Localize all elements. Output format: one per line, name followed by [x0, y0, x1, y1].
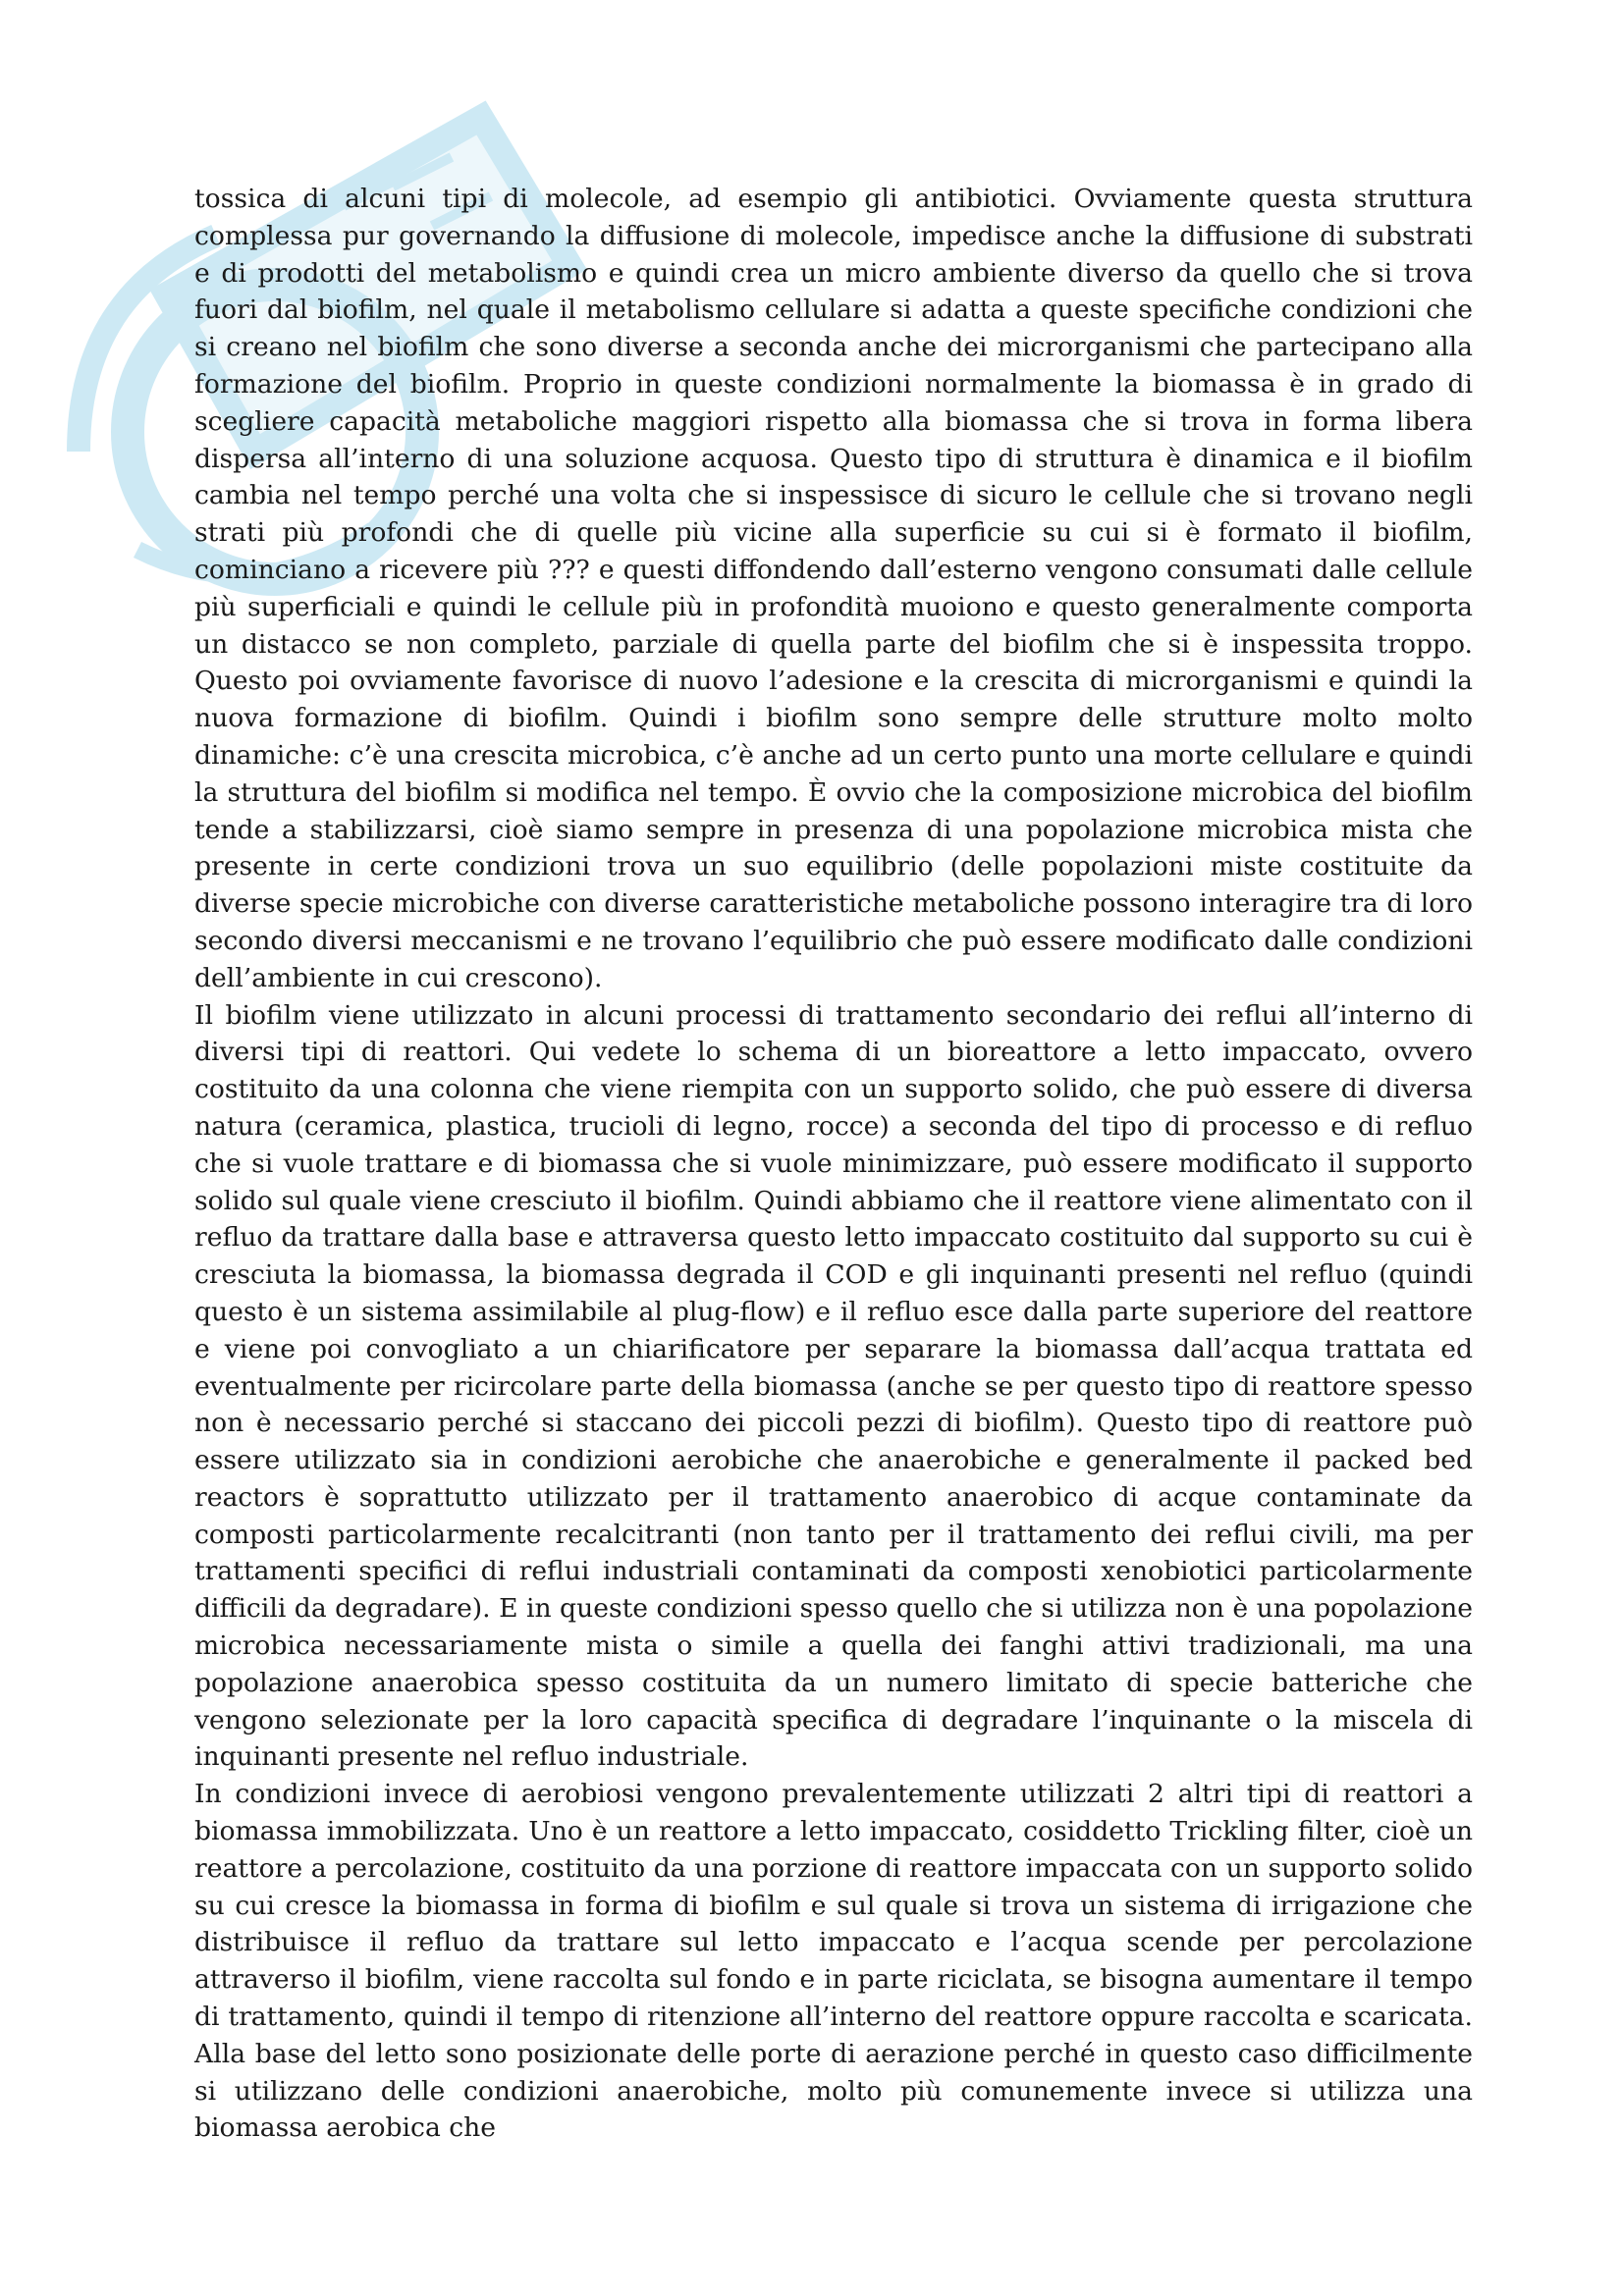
paragraph-2: Il biofilm viene utilizzato in alcuni processi di trattamento secondario dei reflui all’interno di diversi tipi di reattori. Qui vedete lo schema di un bioreattore a letto impaccato, ovvero costituito da una colonna che viene riempita con un supporto solido, che può essere di diversa natura (ceramica, plastica, trucioli di legno, rocce) a seconda del tipo di processo e di refluo che si vuole trattare e di biomassa che si vuole minimizzare, può essere modificato il supporto solido sul quale viene cresciuto il biofilm. Quindi abbiamo che il reattore viene alimentato con il refluo da trattare dalla base e attraversa questo letto impaccato costituito dal supporto su cui è cresciuta la biomassa, la biomassa degrada il COD e gli inquinanti presenti nel refluo (quindi questo è un sistema assimilabile al plug-flow) e il refluo esce dalla parte superiore del reattore e viene poi convogliato a un chiarificatore per separare la biomassa dall’acqua trattata ed eventualmente per ricircolare parte della biomassa (anche se per questo tipo di reattore spesso non è necessario perché si staccano dei piccoli pezzi di biofilm). Questo tipo di reattore può essere utilizzato sia in condizioni aerobiche che anaerobiche e generalmente il packed bed reactors è soprattutto utilizzato per il trattamento anaerobico di acque contaminate da composti particolarmente recalcitranti (non tanto per il trattamento dei reflui civili, ma per trattamenti specifici di reflui industriali contaminati da composti xenobiotici particolarmente difficili da degradare). E in queste condizioni spesso quello che si utilizza non è una popolazione microbica necessariamente mista o simile a quella dei fanghi attivi tradizionali, ma una popolazione anaerobica spesso costituita da un numero limitato di specie batteriche che vengono selezionate per la loro capacità specifica di degradare l’inquinante o la miscela di inquinanti presente nel refluo industriale. [194, 999, 1473, 1773]
paragraph-1: tossica di alcuni tipi di molecole, ad esempio gli antibiotici. Ovviamente questa struttura complessa pur governando la diffusione di molecole, impedisce anche la diffusione di substrati e di prodotti del metabolismo e quindi crea un micro ambiente diverso da quello che si trova fuori dal biofilm, nel quale il metabolismo cellulare si adatta a queste specifiche condizioni che si creano nel biofilm che sono diverse a seconda anche dei microrganismi che partecipano alla formazione del biofilm. Proprio in queste condizioni normalmente la biomassa è in grado di scegliere capacità metaboliche maggiori rispetto alla biomassa che si trova in forma libera dispersa all’interno di una soluzione acquosa. Questo tipo di struttura è dinamica e il biofilm cambia nel tempo perché una volta che si inspessisce di sicuro le cellule che si trovano negli strati più profondi che di quelle più vicine alla superficie su cui si è formato il biofilm, cominciano a ricevere più ??? e questi diffondendo dall’esterno vengono consumati dalle cellule più superficiali e quindi le cellule più in profondità muoiono e questo generalmente comporta un distacco se non completo, parziale di quella parte del biofilm che si è inspessita troppo. Questo poi ovviamente favorisce di nuovo l’adesione e la crescita di microrganismi e quindi la nuova formazione di biofilm. Quindi i biofilm sono sempre delle strutture molto molto dinamiche: c’è una crescita microbica, c’è anche ad un certo punto una morte cellulare e quindi la struttura del biofilm si modifica nel tempo. È ovvio che la composizione microbica del biofilm tende a stabilizzarsi, cioè siamo sempre in presenza di una popolazione microbica mista che presente in certe condizioni trova un suo equilibrio (delle popolazioni miste costituite da diverse specie microbiche con diverse caratteristiche metaboliche possono interagire tra di loro secondo diversi meccanismi e ne trovano l’equilibrio che può essere modificato dalle condizioni dell’ambiente in cui crescono). [194, 184, 1473, 993]
document-text [194, 181, 1473, 2147]
paragraph-3: In condizioni invece di aerobiosi vengono prevalentemente utilizzati 2 altri tipi di reattori a biomassa immobilizzata. Uno è un reattore a letto impaccato, cosiddetto Trickling filter, cioè un reattore a percolazione, costituito da una porzione di reattore impaccata con un supporto solido su cui cresce la biomassa in forma di biofilm e sul quale si trova un sistema di irrigazione che distribuisce il refluo da trattare sul letto impaccato e l’acqua scende per percolazione attraverso il biofilm, viene raccolta sul fondo e in parte riciclata, se bisogna aumentare il tempo di trattamento, quindi il tempo di ritenzione all’interno del reattore oppure raccolta e scaricata. Alla base del letto sono posizionate delle porte di aerazione perché in questo caso difficilmente si utilizzano delle condizioni anaerobiche, molto più comunemente invece si utilizza una biomassa aerobica che [194, 1779, 1473, 2144]
